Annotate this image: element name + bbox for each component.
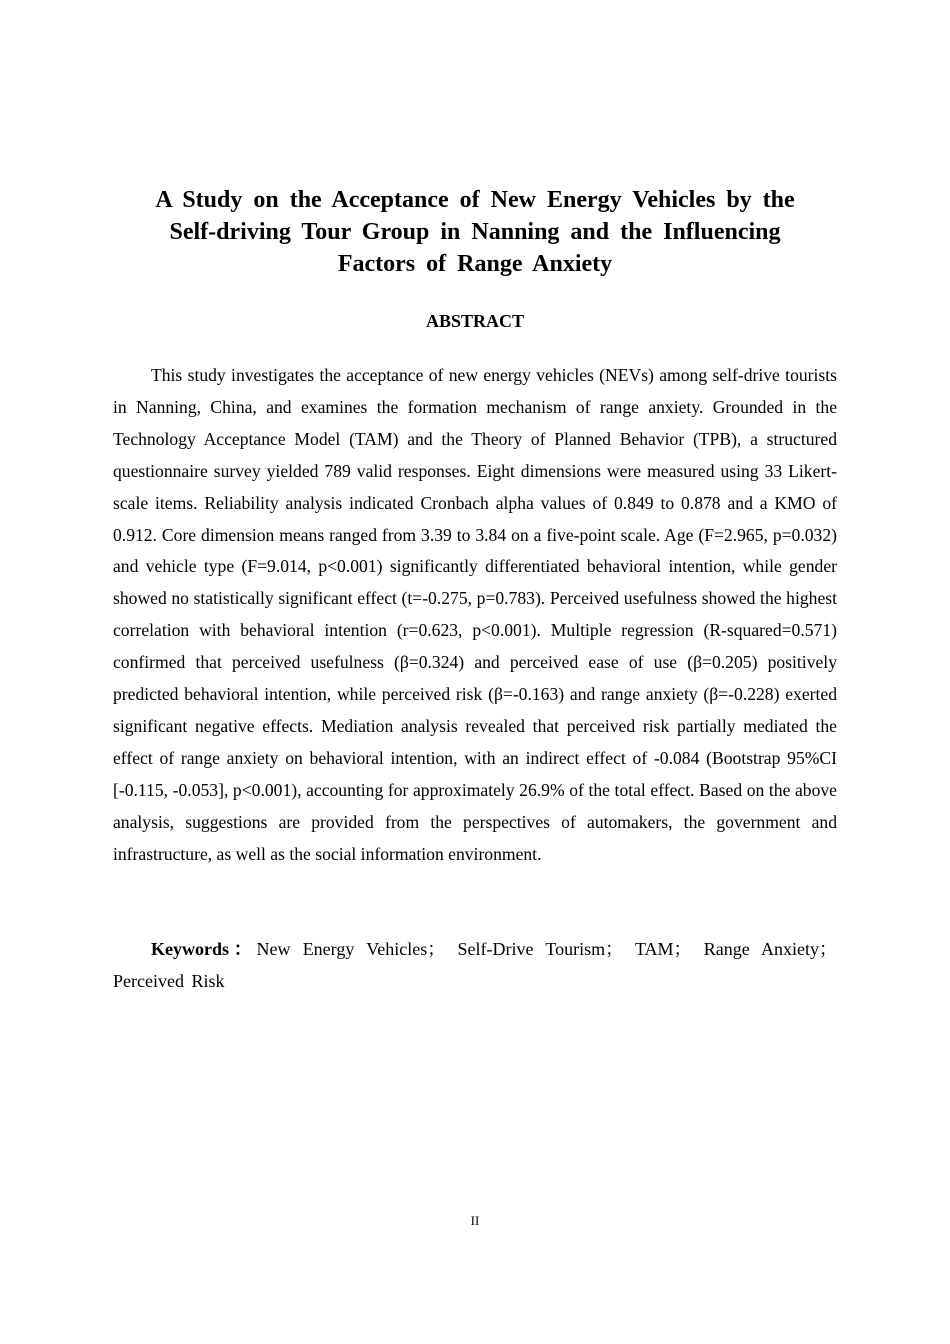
abstract-heading: ABSTRACT <box>425 311 525 331</box>
paper-title <box>113 184 837 280</box>
title-line: Self-driving Tour Group in Nanning and the Influencing <box>169 219 781 245</box>
keywords-label: Keywords： <box>151 939 257 959</box>
title-line: Factors of Range Anxiety <box>337 251 613 277</box>
abstract-body: This study investigates the acceptance of new energy vehicles (NEVs) among self-drive tourists in Nanning, China, and examines the formation mechanism of range anxiety. Grounded in the Technology Acceptance Model (TAM) and the Theory of Planned Behavior (TPB), a structured questionnaire survey yielded 789 valid responses. Eight dimensions were measured using 33 Likert-scale items. Reliability analysis indicated Cronbach alpha values of 0.849 to 0.878 and a KMO of 0.912. Core dimension means ranged from 3.39 to 3.84 on a five-point scale. Age (F=2.965, p=0.032) and vehicle type (F=9.014, p<0.001) significantly differentiated behavioral intention, while gender showed no statistically significant effect (t=-0.275, p=0.783). Perceived usefulness showed the highest correlation with behavioral intention (r=0.623, p<0.001). Multiple regression (R-squared=0.571) confirmed that perceived usefulness (β=0.324) and perceived ease of use (β=0.205) positively predicted behavioral intention, while perceived risk (β=-0.163) and range anxiety (β=-0.228) exerted significant negative effects. Mediation analysis revealed that perceived risk partially mediated the effect of range anxiety on behavioral intention, with an indirect effect of -0.084 (Bootstrap 95%CI [-0.115, -0.053], p<0.001), accounting for approximately 26.9% of the total effect. Based on the above analysis, suggestions are provided from the perspectives of automakers, the government and infrastructure, as well as the social information environment. <box>113 365 837 864</box>
title-line: A Study on the Acceptance of New Energy Vehicles by the <box>155 187 795 213</box>
page-number: II <box>470 1213 480 1228</box>
keywords-list: New Energy Vehicles； Self-Drive Tourism； TAM； Range Anxiety； Perceived Risk <box>113 939 837 991</box>
keywords <box>113 933 837 997</box>
